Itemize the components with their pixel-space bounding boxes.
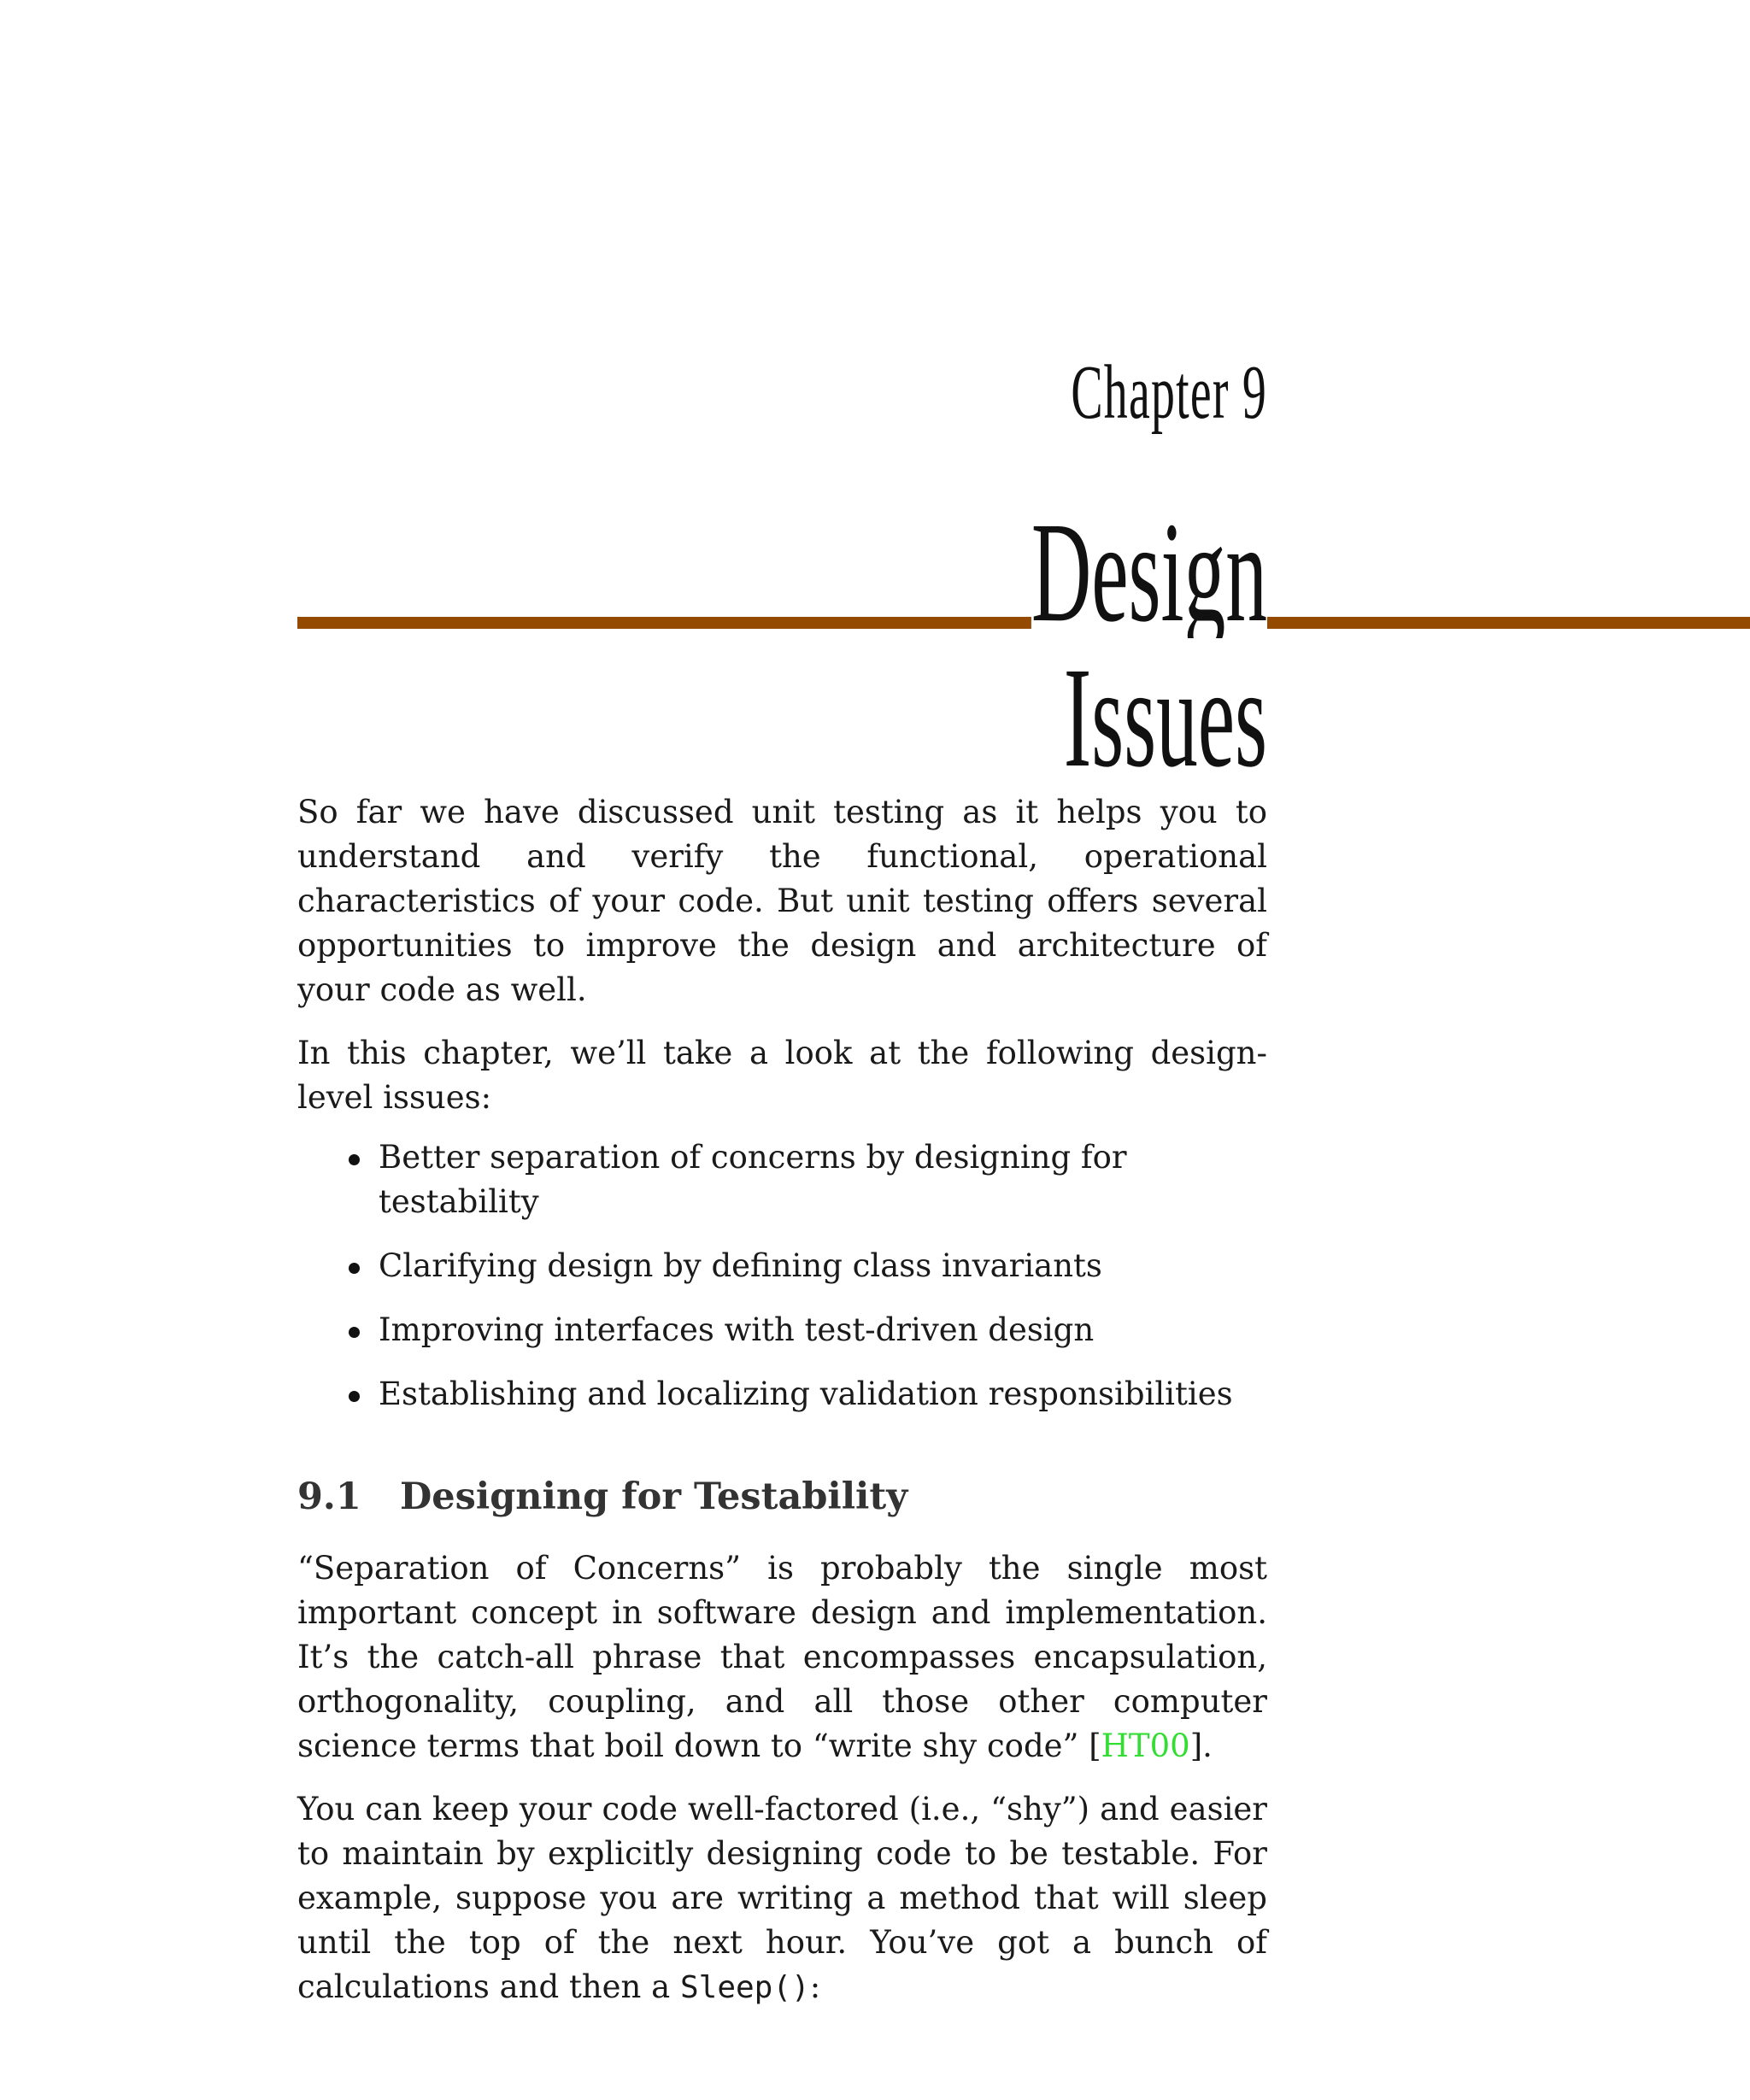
citation-link[interactable]: HT00 (1101, 1728, 1190, 1764)
list-item: Better separation of concerns by designing for testability (379, 1135, 1267, 1224)
section-number: 9.1 (297, 1475, 361, 1518)
chapter-title-text: Design Issues (1031, 493, 1267, 797)
intro-paragraph-1: So far we have discussed unit testing as it helps you to understand and verify the functional, operational characteristics of your code. But unit testing offers several opportunities to improve the design and architecture of your code as well. (297, 794, 1267, 1008)
chapter-label: Chapter 9 (1071, 350, 1267, 435)
inline-code: Sleep() (679, 1970, 810, 2005)
section-paragraph-2-end: : (809, 1968, 821, 2005)
section-paragraph-1 (297, 1546, 1267, 1769)
design-issues-list (297, 1135, 1267, 1417)
section-paragraph-1-text: “Separation of Concerns” is probably the single most important concept in software design and implementation. It’s the catch-all phrase that encompasses encapsulation, orthogonality, coupling, and all those other computer science terms that boil down to “write shy code” [ (297, 1550, 1267, 1764)
list-item: Clarifying design by defining class invariants (379, 1244, 1267, 1288)
page-body (297, 790, 1267, 2029)
section-paragraph-2 (297, 1787, 1267, 2010)
intro-paragraph-2: In this chapter, we’ll take a look at the following design-level issues: (297, 1035, 1267, 1116)
section-heading (297, 1473, 1267, 1521)
section-paragraph-1-end: ]. (1189, 1728, 1213, 1764)
section-title: Designing for Testability (400, 1475, 908, 1518)
list-item: Improving interfaces with test-driven design (379, 1308, 1267, 1352)
list-item: Establishing and localizing validation responsibilities (379, 1372, 1267, 1417)
section-paragraph-2-text: You can keep your code well-factored (i.e., “shy”) and easier to maintain by explicitly designing code to be testable. For example, suppose you are writing a method that will sleep until the top of the next hour. You’ve got a bunch of calculations and then a (297, 1791, 1267, 2005)
chapter-title (879, 493, 1267, 797)
